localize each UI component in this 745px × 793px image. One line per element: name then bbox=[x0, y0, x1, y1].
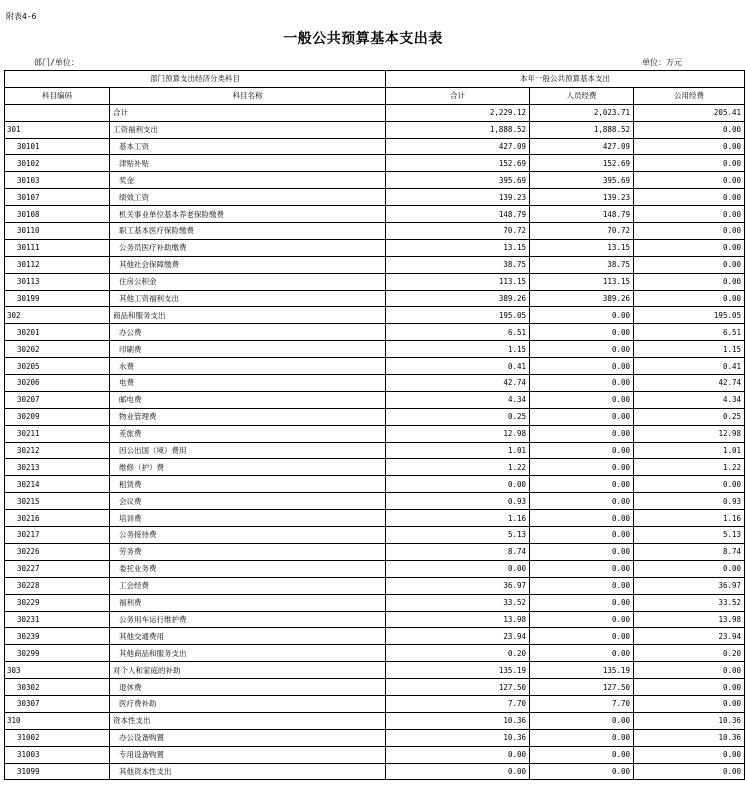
row-personnel: 427.09 bbox=[530, 138, 634, 155]
row-total: 0.00 bbox=[386, 476, 530, 493]
row-total: 5.13 bbox=[386, 527, 530, 544]
row-code: 30207 bbox=[5, 391, 110, 408]
row-name: 委托业务费 bbox=[110, 560, 386, 577]
row-name: 退休费 bbox=[110, 679, 386, 696]
row-name: 其他工资福利支出 bbox=[110, 290, 386, 307]
row-public: 8.74 bbox=[634, 543, 745, 560]
row-name: 邮电费 bbox=[110, 391, 386, 408]
row-personnel: 2,023.71 bbox=[530, 104, 634, 121]
row-code: 30113 bbox=[5, 273, 110, 290]
row-total: 1.22 bbox=[386, 459, 530, 476]
row-public: 0.20 bbox=[634, 645, 745, 662]
table-row bbox=[5, 121, 745, 138]
row-personnel: 7.70 bbox=[530, 695, 634, 712]
row-name: 其他商品和服务支出 bbox=[110, 645, 386, 662]
row-total: 1,888.52 bbox=[386, 121, 530, 138]
row-personnel: 0.00 bbox=[530, 594, 634, 611]
row-public: 0.00 bbox=[634, 679, 745, 696]
row-public: 0.00 bbox=[634, 206, 745, 223]
row-total: 1.16 bbox=[386, 510, 530, 527]
table-row bbox=[5, 493, 745, 510]
row-public: 0.00 bbox=[634, 138, 745, 155]
row-personnel: 0.00 bbox=[530, 543, 634, 560]
row-total: 113.15 bbox=[386, 273, 530, 290]
row-personnel: 0.00 bbox=[530, 527, 634, 544]
row-code: 31099 bbox=[5, 763, 110, 780]
row-name: 其他资本性支出 bbox=[110, 763, 386, 780]
row-name: 福利费 bbox=[110, 594, 386, 611]
row-name: 资本性支出 bbox=[110, 712, 386, 729]
row-public: 0.00 bbox=[634, 763, 745, 780]
department-label: 部门/单位： bbox=[34, 58, 79, 67]
row-total: 0.93 bbox=[386, 493, 530, 510]
row-total: 2,229.12 bbox=[386, 104, 530, 121]
header-personnel: 人员经费 bbox=[530, 87, 634, 104]
row-name: 其他交通费用 bbox=[110, 628, 386, 645]
row-total: 0.00 bbox=[386, 763, 530, 780]
row-code: 31002 bbox=[5, 729, 110, 746]
row-personnel: 0.00 bbox=[530, 459, 634, 476]
row-personnel: 0.00 bbox=[530, 746, 634, 763]
row-name: 职工基本医疗保险缴费 bbox=[110, 223, 386, 240]
row-total: 0.25 bbox=[386, 408, 530, 425]
row-total: 1.15 bbox=[386, 341, 530, 358]
row-public: 195.05 bbox=[634, 307, 745, 324]
row-total: 0.41 bbox=[386, 358, 530, 375]
row-total: 0.00 bbox=[386, 746, 530, 763]
row-public: 4.34 bbox=[634, 391, 745, 408]
row-code: 30108 bbox=[5, 206, 110, 223]
row-code: 30102 bbox=[5, 155, 110, 172]
header-group-row bbox=[5, 71, 745, 88]
row-total: 23.94 bbox=[386, 628, 530, 645]
table-row bbox=[5, 341, 745, 358]
row-code: 30202 bbox=[5, 341, 110, 358]
row-code: 30231 bbox=[5, 611, 110, 628]
table-row bbox=[5, 442, 745, 459]
row-personnel: 0.00 bbox=[530, 425, 634, 442]
row-personnel: 152.69 bbox=[530, 155, 634, 172]
row-personnel: 0.00 bbox=[530, 611, 634, 628]
row-personnel: 139.23 bbox=[530, 189, 634, 206]
row-total: 10.36 bbox=[386, 729, 530, 746]
row-total: 36.97 bbox=[386, 577, 530, 594]
row-public: 1.01 bbox=[634, 442, 745, 459]
row-public: 205.41 bbox=[634, 104, 745, 121]
row-public: 0.00 bbox=[634, 273, 745, 290]
table-row bbox=[5, 375, 745, 392]
row-code: 30307 bbox=[5, 695, 110, 712]
row-personnel: 0.00 bbox=[530, 476, 634, 493]
row-public: 0.93 bbox=[634, 493, 745, 510]
row-personnel: 0.00 bbox=[530, 628, 634, 645]
row-public: 33.52 bbox=[634, 594, 745, 611]
row-total: 70.72 bbox=[386, 223, 530, 240]
row-name: 电费 bbox=[110, 375, 386, 392]
table-row bbox=[5, 543, 745, 560]
row-personnel: 113.15 bbox=[530, 273, 634, 290]
row-public: 1.22 bbox=[634, 459, 745, 476]
row-name: 住房公积金 bbox=[110, 273, 386, 290]
row-total: 135.19 bbox=[386, 662, 530, 679]
row-public: 0.00 bbox=[634, 239, 745, 256]
row-code: 30112 bbox=[5, 256, 110, 273]
table-row bbox=[5, 425, 745, 442]
page-title: 一般公共预算基本支出表 bbox=[283, 31, 443, 47]
row-code: 30214 bbox=[5, 476, 110, 493]
table-row bbox=[5, 645, 745, 662]
row-total: 148.79 bbox=[386, 206, 530, 223]
row-personnel: 0.00 bbox=[530, 493, 634, 510]
row-name: 印刷费 bbox=[110, 341, 386, 358]
row-personnel: 0.00 bbox=[530, 645, 634, 662]
row-name: 培训费 bbox=[110, 510, 386, 527]
row-code: 30217 bbox=[5, 527, 110, 544]
table-row bbox=[5, 679, 745, 696]
row-code: 30211 bbox=[5, 425, 110, 442]
row-code: 30107 bbox=[5, 189, 110, 206]
row-code: 30228 bbox=[5, 577, 110, 594]
row-name: 专用设备购置 bbox=[110, 746, 386, 763]
row-personnel: 0.00 bbox=[530, 324, 634, 341]
table-row bbox=[5, 729, 745, 746]
table-row bbox=[5, 459, 745, 476]
attachment-label: 附表4-6 bbox=[6, 12, 37, 21]
row-total: 127.50 bbox=[386, 679, 530, 696]
row-public: 0.25 bbox=[634, 408, 745, 425]
table-row bbox=[5, 206, 745, 223]
row-public: 0.00 bbox=[634, 155, 745, 172]
row-public: 0.00 bbox=[634, 189, 745, 206]
table-row bbox=[5, 391, 745, 408]
row-public: 0.00 bbox=[634, 695, 745, 712]
row-code: 30101 bbox=[5, 138, 110, 155]
row-name: 办公费 bbox=[110, 324, 386, 341]
row-name: 公务接待费 bbox=[110, 527, 386, 544]
row-personnel: 0.00 bbox=[530, 560, 634, 577]
table-row bbox=[5, 695, 745, 712]
table-row bbox=[5, 510, 745, 527]
row-personnel: 0.00 bbox=[530, 307, 634, 324]
header-total: 合计 bbox=[386, 87, 530, 104]
table-row bbox=[5, 256, 745, 273]
table-row bbox=[5, 746, 745, 763]
row-code: 30205 bbox=[5, 358, 110, 375]
table-row bbox=[5, 138, 745, 155]
row-total: 0.20 bbox=[386, 645, 530, 662]
table-row bbox=[5, 712, 745, 729]
row-personnel: 135.19 bbox=[530, 662, 634, 679]
row-total: 12.98 bbox=[386, 425, 530, 442]
row-code bbox=[5, 104, 110, 121]
row-code: 30227 bbox=[5, 560, 110, 577]
row-code: 30216 bbox=[5, 510, 110, 527]
row-name: 工会经费 bbox=[110, 577, 386, 594]
table-row bbox=[5, 611, 745, 628]
row-total: 152.69 bbox=[386, 155, 530, 172]
row-total: 395.69 bbox=[386, 172, 530, 189]
row-code: 30239 bbox=[5, 628, 110, 645]
table-row bbox=[5, 358, 745, 375]
row-code: 31003 bbox=[5, 746, 110, 763]
table-row bbox=[5, 577, 745, 594]
row-code: 30201 bbox=[5, 324, 110, 341]
row-code: 30111 bbox=[5, 239, 110, 256]
header-code: 科目编码 bbox=[5, 87, 110, 104]
row-total: 38.75 bbox=[386, 256, 530, 273]
row-total: 7.70 bbox=[386, 695, 530, 712]
row-personnel: 0.00 bbox=[530, 763, 634, 780]
table-row bbox=[5, 763, 745, 780]
row-code: 30103 bbox=[5, 172, 110, 189]
row-personnel: 395.69 bbox=[530, 172, 634, 189]
row-code: 30229 bbox=[5, 594, 110, 611]
row-personnel: 0.00 bbox=[530, 408, 634, 425]
row-total: 10.36 bbox=[386, 712, 530, 729]
row-public: 10.36 bbox=[634, 729, 745, 746]
table-row bbox=[5, 594, 745, 611]
header-basic-expenditure: 本年一般公共预算基本支出 bbox=[386, 71, 745, 88]
row-name: 水费 bbox=[110, 358, 386, 375]
row-name: 对个人和家庭的补助 bbox=[110, 662, 386, 679]
row-total: 139.23 bbox=[386, 189, 530, 206]
row-public: 0.00 bbox=[634, 256, 745, 273]
row-personnel: 0.00 bbox=[530, 391, 634, 408]
row-total: 8.74 bbox=[386, 543, 530, 560]
budget-table bbox=[4, 70, 745, 780]
row-code: 30226 bbox=[5, 543, 110, 560]
row-code: 301 bbox=[5, 121, 110, 138]
row-personnel: 0.00 bbox=[530, 442, 634, 459]
row-total: 13.15 bbox=[386, 239, 530, 256]
row-name: 商品和服务支出 bbox=[110, 307, 386, 324]
header-public: 公用经费 bbox=[634, 87, 745, 104]
row-personnel: 0.00 bbox=[530, 712, 634, 729]
row-name: 办公设备购置 bbox=[110, 729, 386, 746]
row-name: 绩效工资 bbox=[110, 189, 386, 206]
row-total: 427.09 bbox=[386, 138, 530, 155]
row-code: 30212 bbox=[5, 442, 110, 459]
row-public: 0.00 bbox=[634, 476, 745, 493]
table-row bbox=[5, 628, 745, 645]
table-body bbox=[5, 104, 745, 780]
row-name: 租赁费 bbox=[110, 476, 386, 493]
row-code: 30213 bbox=[5, 459, 110, 476]
table-row bbox=[5, 290, 745, 307]
row-total: 42.74 bbox=[386, 375, 530, 392]
row-code: 30110 bbox=[5, 223, 110, 240]
row-name: 其他社会保障缴费 bbox=[110, 256, 386, 273]
row-personnel: 0.00 bbox=[530, 510, 634, 527]
row-name: 基本工资 bbox=[110, 138, 386, 155]
row-personnel: 1,888.52 bbox=[530, 121, 634, 138]
row-public: 0.00 bbox=[634, 172, 745, 189]
row-public: 12.98 bbox=[634, 425, 745, 442]
row-name: 合计 bbox=[110, 104, 386, 121]
header-economic-classification: 部门预算支出经济分类科目 bbox=[5, 71, 386, 88]
row-name: 机关事业单位基本养老保险缴费 bbox=[110, 206, 386, 223]
row-public: 10.36 bbox=[634, 712, 745, 729]
row-total: 33.52 bbox=[386, 594, 530, 611]
row-personnel: 148.79 bbox=[530, 206, 634, 223]
row-code: 30199 bbox=[5, 290, 110, 307]
row-personnel: 0.00 bbox=[530, 358, 634, 375]
row-personnel: 13.15 bbox=[530, 239, 634, 256]
table-row bbox=[5, 527, 745, 544]
row-name: 奖金 bbox=[110, 172, 386, 189]
row-total: 6.51 bbox=[386, 324, 530, 341]
row-name: 医疗费补助 bbox=[110, 695, 386, 712]
row-code: 30299 bbox=[5, 645, 110, 662]
row-public: 6.51 bbox=[634, 324, 745, 341]
row-name: 维修（护）费 bbox=[110, 459, 386, 476]
table-row bbox=[5, 324, 745, 341]
row-name: 工资福利支出 bbox=[110, 121, 386, 138]
row-personnel: 0.00 bbox=[530, 341, 634, 358]
row-public: 5.13 bbox=[634, 527, 745, 544]
row-code: 30206 bbox=[5, 375, 110, 392]
row-public: 42.74 bbox=[634, 375, 745, 392]
row-name: 因公出国（境）费用 bbox=[110, 442, 386, 459]
row-personnel: 0.00 bbox=[530, 577, 634, 594]
header-name: 科目名称 bbox=[110, 87, 386, 104]
table-row bbox=[5, 155, 745, 172]
row-name: 津贴补贴 bbox=[110, 155, 386, 172]
row-name: 劳务费 bbox=[110, 543, 386, 560]
row-code: 30209 bbox=[5, 408, 110, 425]
row-total: 1.01 bbox=[386, 442, 530, 459]
row-public: 0.00 bbox=[634, 290, 745, 307]
row-public: 36.97 bbox=[634, 577, 745, 594]
table-row bbox=[5, 476, 745, 493]
row-public: 1.15 bbox=[634, 341, 745, 358]
row-code: 302 bbox=[5, 307, 110, 324]
header-column-row bbox=[5, 87, 745, 104]
row-public: 0.00 bbox=[634, 121, 745, 138]
row-public: 0.00 bbox=[634, 223, 745, 240]
row-code: 30302 bbox=[5, 679, 110, 696]
row-name: 公务员医疗补助缴费 bbox=[110, 239, 386, 256]
row-personnel: 70.72 bbox=[530, 223, 634, 240]
table-row bbox=[5, 408, 745, 425]
row-public: 0.00 bbox=[634, 560, 745, 577]
row-total: 389.26 bbox=[386, 290, 530, 307]
row-personnel: 0.00 bbox=[530, 729, 634, 746]
row-personnel: 127.50 bbox=[530, 679, 634, 696]
table-row bbox=[5, 307, 745, 324]
table-row bbox=[5, 560, 745, 577]
row-code: 310 bbox=[5, 712, 110, 729]
row-personnel: 38.75 bbox=[530, 256, 634, 273]
row-code: 303 bbox=[5, 662, 110, 679]
table-row bbox=[5, 189, 745, 206]
row-total: 0.00 bbox=[386, 560, 530, 577]
row-total: 4.34 bbox=[386, 391, 530, 408]
table-row bbox=[5, 223, 745, 240]
row-name: 公务用车运行维护费 bbox=[110, 611, 386, 628]
row-public: 13.98 bbox=[634, 611, 745, 628]
row-name: 物业管理费 bbox=[110, 408, 386, 425]
table-row bbox=[5, 662, 745, 679]
row-total: 13.98 bbox=[386, 611, 530, 628]
row-name: 会议费 bbox=[110, 493, 386, 510]
table-row bbox=[5, 273, 745, 290]
row-total: 195.05 bbox=[386, 307, 530, 324]
row-personnel: 389.26 bbox=[530, 290, 634, 307]
table-row bbox=[5, 172, 745, 189]
table-row bbox=[5, 104, 745, 121]
row-public: 0.41 bbox=[634, 358, 745, 375]
row-public: 1.16 bbox=[634, 510, 745, 527]
table-row bbox=[5, 239, 745, 256]
row-public: 23.94 bbox=[634, 628, 745, 645]
row-name: 差旅费 bbox=[110, 425, 386, 442]
row-code: 30215 bbox=[5, 493, 110, 510]
row-personnel: 0.00 bbox=[530, 375, 634, 392]
row-public: 0.00 bbox=[634, 746, 745, 763]
unit-label: 单位：万元 bbox=[642, 58, 682, 67]
row-public: 0.00 bbox=[634, 662, 745, 679]
